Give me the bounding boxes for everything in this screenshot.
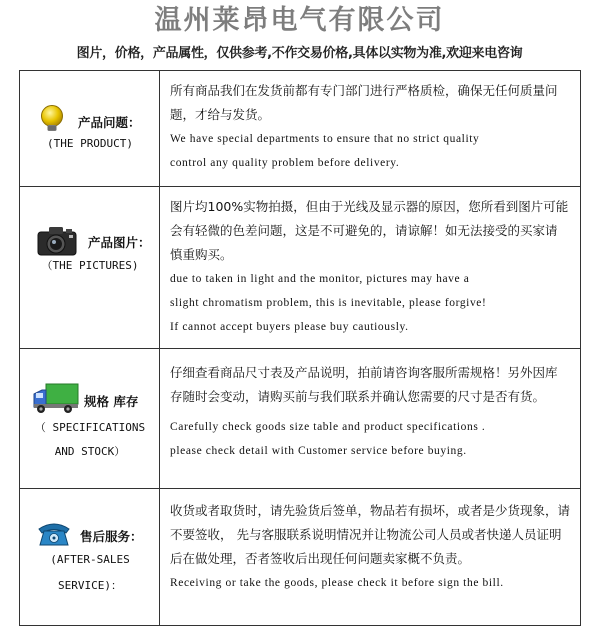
section-label-en: （ SPECIFICATIONS — [34, 421, 146, 434]
section-label-en: (THE PRODUCT) — [46, 137, 134, 150]
cn-text-line: 图片均100%实物拍摄，但由于光线及显示器的原因，您所看到图片可能 — [170, 199, 569, 214]
en-text-line: We have special departments to ensure that no strict quality — [170, 133, 480, 145]
cn-text-line: 存随时会变动，请购买前与我们联系并确认您需要的尺寸是否有货。 — [170, 389, 546, 404]
telephone-icon — [36, 519, 72, 547]
company-name: 温州莱昂电气有限公司 — [154, 5, 445, 36]
row-label-cell — [20, 489, 160, 625]
section-label-en: （THE PICTURES) — [41, 259, 139, 272]
row-content-cell — [170, 361, 570, 463]
info-table — [19, 70, 581, 626]
cn-text-line: 仔细查看商品尺寸表及产品说明，拍前请咨询客服所需规格！另外因库 — [170, 365, 558, 380]
section-label-en: AND STOCK） — [54, 445, 126, 458]
cn-text-line: 收货或者取货时，请先验货后签单，物品若有损坏，或者是少货现象，请 — [170, 503, 571, 518]
section-label-cn: 售后服务： — [80, 529, 143, 544]
cn-text-line: 所有商品我们在发货前都有专门部门进行严格质检，确保无任何质量问 — [170, 83, 558, 98]
section-label-cn: 产品图片： — [88, 235, 151, 250]
truck-icon — [32, 381, 80, 415]
en-text-line: Carefully check goods size table and product specifications . — [170, 421, 486, 433]
cn-text-line: 题，才给与发货。 — [170, 107, 271, 122]
table-row-after-sales — [20, 489, 580, 625]
lightbulb-icon — [40, 105, 64, 133]
row-label-cell — [20, 187, 160, 348]
cn-text-line: 慎重购买。 — [170, 247, 233, 262]
en-text-line: Receiving or take the goods, please check it before sign the bill. — [170, 577, 504, 589]
cn-text-line: 会有轻微的色差问题，这是不可避免的，请谅解！如无法接受的买家请 — [170, 223, 558, 238]
section-label-en: (AFTER-SALES — [50, 553, 130, 566]
en-text-line: If cannot accept buyers please buy cautiously. — [170, 321, 409, 333]
en-text-line: please check detail with Customer service before buying. — [170, 445, 467, 457]
en-text-line: control any quality problem before delivery. — [170, 157, 400, 169]
row-label-cell — [20, 71, 160, 186]
table-row-specifications — [20, 349, 580, 489]
section-label-cn: 规格 库存 — [84, 394, 139, 409]
table-row-product — [20, 71, 580, 187]
en-text-line: due to taken in light and the monitor, pictures may have a — [170, 273, 470, 285]
row-label-cell — [20, 349, 160, 488]
cn-text-line: 后在做处理，否者签收后出现任何问题卖家概不负责。 — [170, 551, 471, 566]
camera-icon — [36, 225, 78, 257]
en-text-line: slight chromatism problem, this is inevitable, please forgive! — [170, 297, 487, 309]
section-label-en: SERVICE)： — [58, 579, 122, 592]
row-content-cell — [170, 195, 570, 339]
table-row-pictures — [20, 187, 580, 349]
row-content-cell — [170, 499, 570, 595]
disclaimer-notice: 图片，价格，产品属性，仅供参考,不作交易价格,具体以实物为准,欢迎来电咨询 — [76, 46, 523, 61]
row-content-cell — [170, 79, 570, 175]
section-label-cn: 产品问题： — [78, 115, 141, 130]
cn-text-line: 不要签收， 先与客服联系说明情况并让物流公司人员或者快递人员证明 — [170, 527, 562, 542]
